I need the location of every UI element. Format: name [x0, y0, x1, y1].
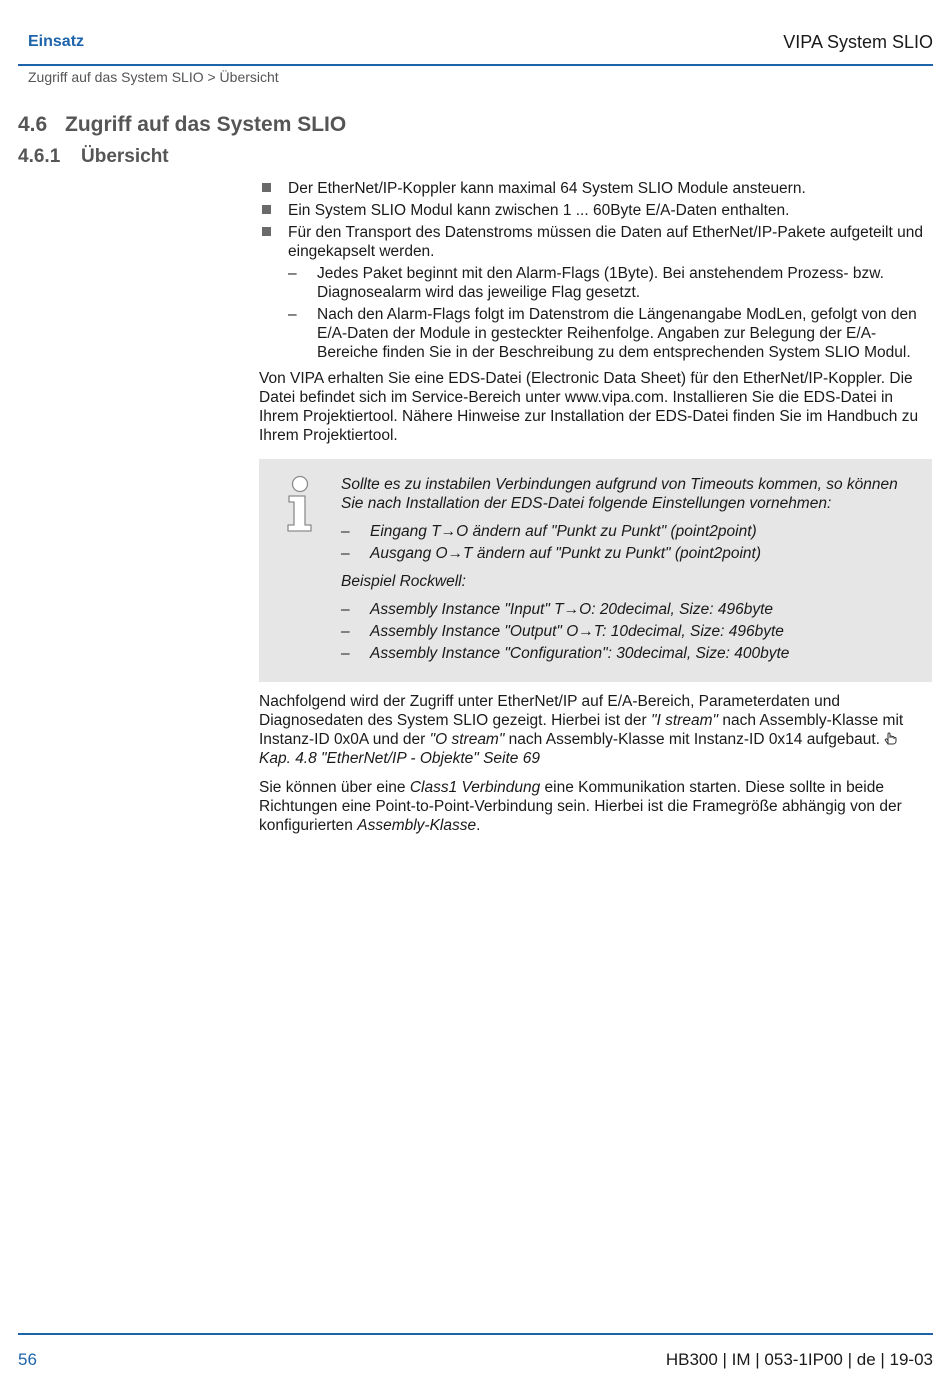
info-note-box: [259, 459, 932, 682]
note-setting-item: – Eingang T→O ändern auf "Punkt zu Punkt" (point2point): [341, 523, 757, 540]
note-settings-list: [341, 522, 904, 563]
main-content: [259, 179, 932, 845]
list-item: Der EtherNet/IP-Koppler kann maximal 64 System SLIO Module ansteuern.: [259, 179, 932, 198]
bullet-list: [259, 179, 932, 362]
sub-bullet-list: [288, 264, 932, 362]
note-intro: Sollte es zu instabilen Verbindungen aufgrund von Timeouts kommen, so können Sie nach Installation der EDS-Datei folgende Einstellungen vornehmen:: [341, 476, 898, 512]
footer-rule: [18, 1333, 933, 1335]
class1-paragraph: Sie können über eine Class1 Verbindung eine Kommunikation starten. Diese sollte in beide Richtungen eine Point-to-Point-Verbindung sein. Hierbei ist die Framegröße abhängig von der konfigurierten Assembly-Klasse.: [259, 779, 902, 834]
subsection-heading: [18, 146, 169, 168]
note-setting-item: – Ausgang O→T ändern auf "Punkt zu Punkt" (point2point): [341, 545, 761, 562]
square-bullet-icon: [262, 183, 271, 192]
header-rule: [18, 64, 933, 66]
info-icon: [283, 475, 317, 533]
note-example-item: – Assembly Instance "Configuration": 30decimal, Size: 400byte: [341, 645, 790, 662]
chapter-link[interactable]: Kap. 4.8 "EtherNet/IP - Objekte" Seite 69: [259, 750, 540, 767]
document-id: HB300 | IM | 053-1IP00 | de | 19-03: [665, 1350, 933, 1369]
section-title: Zugriff auf das System SLIO: [65, 113, 347, 136]
sub-list-item: – Jedes Paket beginnt mit den Alarm-Flags (1Byte). Bei anstehendem Prozess- bzw. Diagnosealarm wird das jeweilige Flag gesetzt.: [288, 265, 884, 301]
note-example-item: – Assembly Instance "Output" O→T: 10decimal, Size: 496byte: [341, 623, 784, 640]
breadcrumb: Zugriff auf das System SLIO > Übersicht: [28, 69, 279, 85]
sub-list-item: – Nach den Alarm-Flags folgt im Datenstrom die Längenangabe ModLen, gefolgt von den E/A-Daten der Module in gesteckter Reihenfolge. Angaben zur Belegung der E/A-Bereiche finden Sie in der Beschreibung zu dem entsprechenden System SLIO Modul.: [288, 306, 917, 361]
note-examples-list: [341, 600, 904, 663]
hand-pointer-icon: [884, 731, 897, 745]
list-item: Für den Transport des Datenstroms müssen die Daten auf EtherNet/IP-Pakete aufgeteilt und eingekapselt werden. – Jedes Paket beginnt mit den Alarm-Flags (1Byte). Bei anstehendem Prozess- bzw. Diagnosealarm wird das jeweilige Flag gesetzt. – Nach den Alarm-Flags folgt im Datenstrom die Längenangabe ModLen, gefolgt von den E/A-Daten der Module in gesteckter Reihenfolge. Angaben zur Belegung der E/A-Bereiche finden Sie in der Beschreibung zu dem entsprechenden System SLIO Modul.: [259, 223, 932, 362]
access-paragraph: Nachfolgend wird der Zugriff unter EtherNet/IP auf E/A-Bereich, Parameterdaten und Diagnosedaten des System SLIO gezeigt. Hierbei ist der "I stream" nach Assembly-Klasse mit Instanz-ID 0x0A und der "O stream" nach Assembly-Klasse mit Instanz-ID 0x14 aufgebaut. Kap. 4.8 "EtherNet/IP - Objekte" Seite 69: [259, 693, 904, 767]
subsection-number: 4.6.1: [18, 146, 61, 167]
note-example-item: – Assembly Instance "Input" T→O: 20decimal, Size: 496byte: [341, 601, 773, 618]
header-product-title: VIPA System SLIO: [783, 32, 933, 52]
square-bullet-icon: [262, 205, 271, 214]
list-item: Ein System SLIO Modul kann zwischen 1 ... 60Byte E/A-Daten enthalten.: [259, 201, 932, 220]
section-heading: [18, 113, 346, 137]
section-number: 4.6: [18, 113, 48, 136]
header-section-title: Einsatz: [28, 33, 85, 50]
note-example-label: Beispiel Rockwell:: [341, 573, 466, 590]
page-number: 56: [18, 1350, 37, 1369]
square-bullet-icon: [262, 227, 271, 236]
subsection-title: Übersicht: [81, 146, 169, 167]
eds-paragraph: Von VIPA erhalten Sie eine EDS-Datei (Electronic Data Sheet) für den EtherNet/IP-Koppler. Die Datei befindet sich im Service-Bereich unter www.vipa.com. Installieren Sie die EDS-Datei in Ihrem Projektiertool. Nähere Hinweise zur Installation der EDS-Datei finden Sie im Handbuch zu Ihrem Projektiertool.: [259, 370, 919, 444]
